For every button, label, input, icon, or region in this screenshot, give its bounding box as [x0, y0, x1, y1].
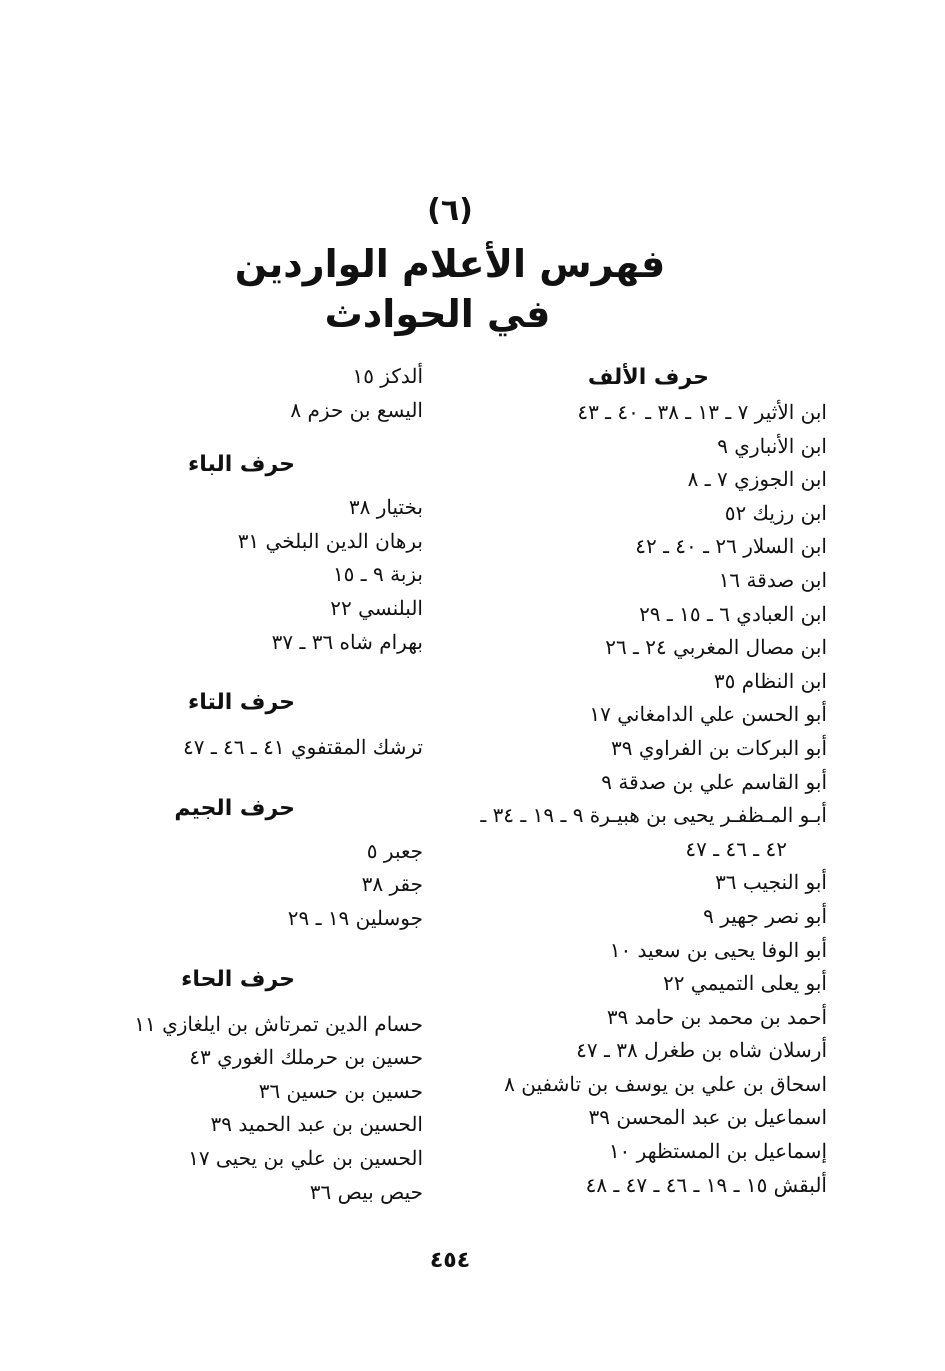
index-entry: جوسلين ١٩ ـ ٢٩ — [287, 905, 423, 930]
index-title-line-1: فهرس الأعلام الواردين — [234, 242, 666, 286]
index-entry: أبو يعلى التميمي ٢٢ — [662, 971, 827, 996]
index-title-line-2: في الحوادث — [324, 292, 551, 336]
index-entry: ابن النظام ٣٥ — [713, 668, 827, 693]
index-entry: أرسلان شاه بن طغرل ٣٨ ـ ٤٧ — [576, 1038, 827, 1063]
index-entry: ابن مصال المغربي ٢٤ ـ ٢٦ — [605, 635, 827, 660]
section-heading: حرف الباء — [187, 452, 295, 478]
index-entry: أحمد بن محمد بن حامد ٣٩ — [606, 1004, 827, 1029]
index-entry: اسماعيل بن عبد المحسن ٣٩ — [588, 1105, 827, 1130]
index-entry: برهان الدين البلخي ٣١ — [237, 528, 423, 553]
index-entry-continuation: ٤٢ ـ ٤٦ ـ ٤٧ — [685, 836, 787, 861]
index-entry: أبو النجيب ٣٦ — [715, 870, 827, 895]
index-entry: بختيار ٣٨ — [348, 495, 423, 520]
index-entry: أبو نصر جهير ٩ — [703, 903, 827, 928]
index-entry: اليسع بن حزم ٨ — [290, 397, 423, 422]
index-entry: أبو القاسم علي بن صدقة ٩ — [601, 769, 827, 794]
section-heading: حرف الجيم — [174, 795, 295, 821]
index-entry: ألبقش ١٥ ـ ١٩ ـ ٤٦ ـ ٤٧ ـ ٤٨ — [585, 1172, 827, 1197]
section-ta — [123, 685, 423, 765]
index-entry: ابن صدقة ١٦ — [718, 567, 827, 592]
index-entry: بهرام شاه ٣٦ ـ ٣٧ — [271, 629, 423, 654]
index-entry: أبـو المـظفـر يحيى بن هبيـرة ٩ ـ ١٩ ـ ٣٤ ـ — [480, 803, 827, 828]
index-entry: ابن السلار ٢٦ ـ ٤٠ ـ ٤٢ — [635, 534, 827, 559]
section-ha — [123, 962, 423, 1210]
section-alif — [447, 360, 827, 1202]
section-heading: حرف الحاء — [181, 966, 295, 992]
section-jim — [123, 791, 423, 936]
section-alif-continued — [123, 360, 423, 427]
index-entry: ابن العبادي ٦ ـ ١٥ ـ ٢٩ — [639, 601, 827, 626]
index-entry: ابن رزيك ٥٢ — [724, 500, 827, 525]
section-heading: حرف الألف — [587, 365, 709, 390]
section-heading: حرف التاء — [187, 690, 295, 716]
index-entry: جقر ٣٨ — [361, 872, 423, 897]
index-entry: ابن الأنباري ٩ — [717, 433, 827, 458]
index-entry: الحسين بن عبد الحميد ٣٩ — [210, 1112, 423, 1137]
index-entry: الحسين بن علي بن يحيى ١٧ — [188, 1145, 423, 1170]
index-entry: حسين بن حرملك الغوري ٤٣ — [189, 1045, 423, 1070]
page-number: ٤٥٤ — [429, 1248, 471, 1273]
index-entry: البلنسي ٢٢ — [330, 595, 423, 620]
index-entry: أبو الحسن علي الدامغاني ١٧ — [589, 702, 827, 727]
index-entry: حيص بيص ٣٦ — [309, 1179, 423, 1204]
index-entry: أبو البركات بن الفراوي ٣٩ — [611, 735, 827, 760]
right-column — [447, 360, 827, 1202]
index-entry: جعبر ٥ — [366, 838, 423, 863]
index-entry: إسماعيل بن المستظهر ١٠ — [608, 1139, 827, 1164]
index-entry: حسام الدين تمرتاش بن ايلغازي ١١ — [134, 1011, 423, 1036]
index-entry: اسحاق بن علي بن يوسف بن تاشفين ٨ — [504, 1071, 827, 1096]
index-entry: حسين بن حسين ٣٦ — [258, 1078, 423, 1103]
index-entry: ألدكز ١٥ — [352, 364, 423, 388]
section-ba — [123, 447, 423, 659]
section-number: (٦) — [427, 193, 473, 228]
index-entry: أبو الوفا يحيى بن سعيد ١٠ — [609, 937, 827, 962]
left-column — [123, 360, 423, 1209]
index-entry: ابن الجوزي ٧ ـ ٨ — [687, 467, 827, 492]
index-entry: ابن الأثير ٧ ـ ١٣ ـ ٣٨ ـ ٤٠ ـ ٤٣ — [577, 400, 827, 424]
index-entry: ترشك المقتفوي ٤١ ـ ٤٦ ـ ٤٧ — [182, 735, 423, 760]
index-entry: بزبة ٩ ـ ١٥ — [332, 562, 423, 587]
